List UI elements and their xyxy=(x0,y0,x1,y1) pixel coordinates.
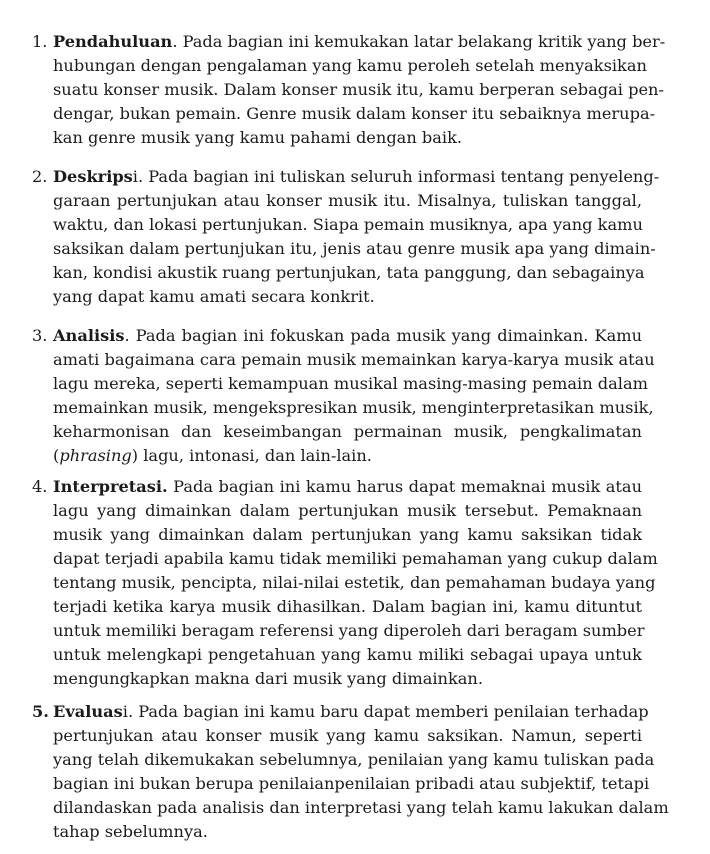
item-text: Deskripsi. Pada bagian ini tuliskan seluruh informasi tentang penyeleng- garaan pertunjukan atau konser musik itu. Misalnya, tuliskan tanggal, waktu, dan lokasi pertunjukan. Siapa pemain musiknya, apa yang kamu saksikan dalam pertunjukan itu, jenis atau genre musik apa yang dimain- kan, kondisi akustik ruang pertunjukan, tata panggung, dan sebagainya yang dapat kamu amati secara konkrit. xyxy=(53,167,660,306)
item-number: 3. xyxy=(32,326,48,345)
item-text: Pendahuluan. Pada bagian ini kemukakan latar belakang kritik yang ber- hubungan dengan pengalaman yang kamu peroleh setelah menyaksikan suatu konser musik. Dalam konser musik itu, kamu berperan sebagai pen- dengar, bukan pemain. Genre musik dalam konser itu sebaiknya merupa- kan genre musik yang kamu pahami dengan baik. xyxy=(53,32,666,147)
item-text: Interpretasi. Pada bagian ini kamu harus dapat memaknai musik atau lagu yang dimainkan dalam pertunjukan musik tersebut. Pemaknaan musik yang dimainkan dalam pertunjukan yang kamu saksikan tidak dapat terjadi apabila kamu tidak memiliki pemahaman yang cukup dalam tentang musik, pencipta, nilai-nilai estetik, dan pemahaman budaya yang terjadi ketika karya musik dihasilkan. Dalam bagian ini, kamu dituntut untuk memiliki beragam referensi yang diperoleh dari beragam sumber untuk melengkapi pengetahuan yang kamu miliki sebagai upaya untuk mengungkapkan makna dari musik yang dimainkan. xyxy=(53,477,658,688)
item-number: 1. xyxy=(32,32,48,51)
list-item-deskripsi xyxy=(32,165,660,309)
list-item-interpretasi xyxy=(32,475,658,691)
item-title: Pendahuluan xyxy=(53,32,173,51)
item-title: Interpretasi. xyxy=(53,477,168,496)
list-item-pendahuluan xyxy=(32,30,666,150)
item-title: Deskrips xyxy=(53,167,133,186)
item-title: Analisis xyxy=(53,326,125,345)
italic-term: phrasing xyxy=(59,446,132,465)
item-number: 4. xyxy=(32,477,48,496)
item-number: 5. xyxy=(32,702,49,721)
list-item-analisis xyxy=(32,324,655,468)
item-title: Evaluas xyxy=(53,702,123,721)
item-text: Analisis. Pada bagian ini fokuskan pada musik yang dimainkan. Kamu amati bagaimana cara pemain musik memainkan karya-karya musik atau lagu mereka, seperti kemampuan musikal masing-masing pemain dalam memainkan musik, mengekspresikan musik, menginterpretasikan musik, keharmonisan dan keseimbangan permainan musik, pengkalimatan (phrasing) lagu, intonasi, dan lain-lain. xyxy=(53,326,655,465)
item-number: 2. xyxy=(32,167,48,186)
item-text: Evaluasi. Pada bagian ini kamu baru dapat memberi penilaian terhadap pertunjukan atau konser musik yang kamu saksikan. Namun, seperti yang telah dikemukakan sebelumnya, penilaian yang kamu tuliskan pada bagian ini bukan berupa penilaianpenilaian pribadi atau subjektif, tetapi dilandaskan pada analisis dan interpretasi yang telah kamu lakukan dalam tahap sebelumnya. xyxy=(53,702,669,841)
list-item-evaluasi xyxy=(32,700,669,844)
